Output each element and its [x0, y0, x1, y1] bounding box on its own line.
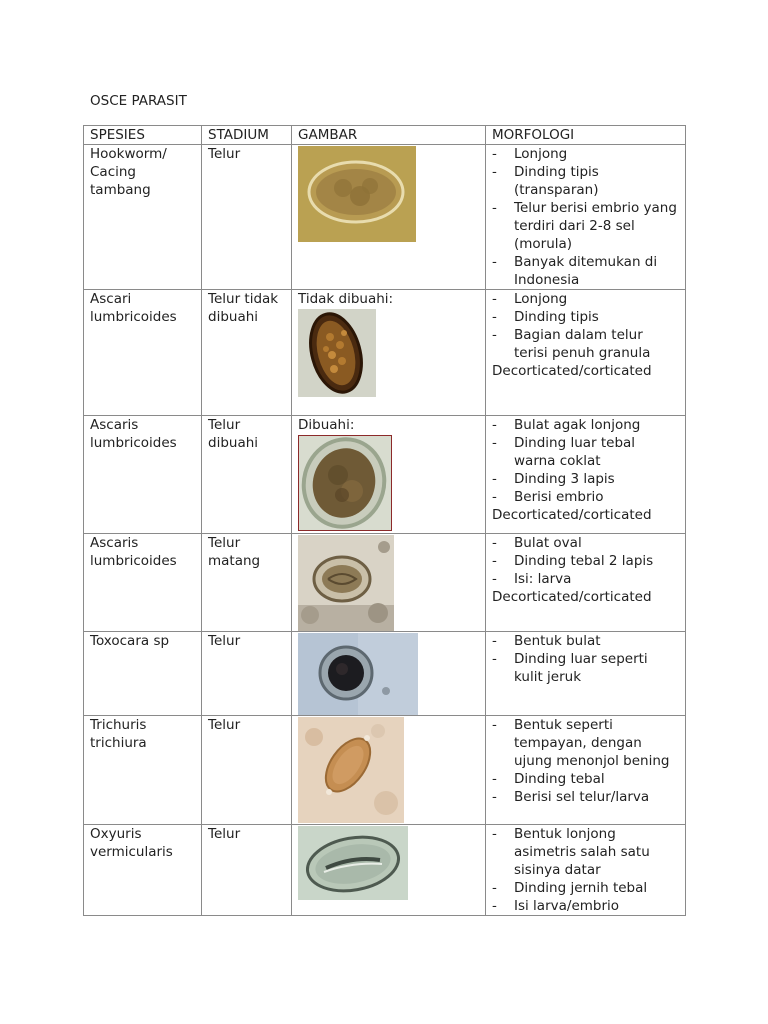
- species-cell: [84, 534, 202, 632]
- morphology-item: - Dinding tebal 2 lapis: [492, 552, 679, 570]
- morphology-cell: [486, 145, 686, 290]
- morphology-item: - Dinding tebal: [492, 770, 679, 788]
- morphology-list: [492, 416, 679, 506]
- stage-line: dibuahi: [208, 309, 259, 325]
- stage-line: Telur: [208, 633, 241, 649]
- species-cell: [84, 416, 202, 534]
- morphology-cell: [486, 825, 686, 916]
- stage-cell: [202, 825, 292, 916]
- stage-line: dibuahi: [208, 435, 259, 451]
- table-row: [84, 716, 686, 825]
- morphology-list: [492, 145, 679, 289]
- image-caption: Tidak dibuahi:: [298, 291, 394, 307]
- stage-line: Telur: [208, 717, 241, 733]
- morphology-item: - Bulat agak lonjong: [492, 416, 679, 434]
- morphology-item: - Isi larva/embrio: [492, 897, 679, 915]
- oxyuris-egg-image: [298, 826, 408, 900]
- morphology-list: [492, 290, 679, 362]
- morphology-item: - Banyak ditemukan di Indonesia: [492, 253, 679, 289]
- morphology-list: [492, 534, 679, 588]
- morphology-item: - Bentuk lonjong asimetris salah satu sisinya datar: [492, 825, 679, 879]
- morphology-item: - Bagian dalam telur terisi penuh granula: [492, 326, 679, 362]
- morphology-list: [492, 825, 679, 915]
- species-cell: [84, 290, 202, 416]
- morphology-item: - Dinding 3 lapis: [492, 470, 679, 488]
- species-cell: [84, 825, 202, 916]
- morphology-item: - Bulat oval: [492, 534, 679, 552]
- stage-cell: [202, 416, 292, 534]
- morphology-cell: [486, 416, 686, 534]
- morphology-item: - Lonjong: [492, 290, 679, 308]
- morphology-list: [492, 632, 679, 686]
- image-cell: [292, 416, 486, 534]
- header-stage: STADIUM: [202, 126, 292, 145]
- header-image: GAMBAR: [292, 126, 486, 145]
- morphology-item: - Dinding luar tebal warna coklat: [492, 434, 679, 470]
- species-line: Cacing: [90, 164, 136, 180]
- species-cell: [84, 716, 202, 825]
- image-cell: [292, 632, 486, 716]
- stage-cell: [202, 632, 292, 716]
- hookworm-egg-image: [298, 146, 416, 242]
- morphology-note: Decorticated/corticated: [492, 589, 652, 605]
- stage-cell: [202, 716, 292, 825]
- species-line: Toxocara sp: [90, 633, 170, 649]
- image-cell: [292, 290, 486, 416]
- morphology-item: - Dinding tipis (transparan): [492, 163, 679, 199]
- morphology-item: - Bentuk bulat: [492, 632, 679, 650]
- morphology-item: - Dinding tipis: [492, 308, 679, 326]
- species-line: vermicularis: [90, 844, 173, 860]
- stage-line: Telur tidak: [208, 291, 279, 307]
- species-line: lumbricoides: [90, 553, 177, 569]
- species-line: Oxyuris: [90, 826, 142, 842]
- morphology-item: - Lonjong: [492, 145, 679, 163]
- species-line: Ascaris: [90, 535, 139, 551]
- stage-line: matang: [208, 553, 261, 569]
- morphology-item: - Telur berisi embrio yang terdiri dari 2-8 sel (morula): [492, 199, 679, 253]
- unfertilized-egg-image: [298, 309, 376, 397]
- morphology-item: - Berisi sel telur/larva: [492, 788, 679, 806]
- image-caption: Dibuahi:: [298, 417, 355, 433]
- table-row: [84, 145, 686, 290]
- morphology-cell: [486, 716, 686, 825]
- morphology-item: - Berisi embrio: [492, 488, 679, 506]
- table-row: [84, 290, 686, 416]
- species-line: lumbricoides: [90, 309, 177, 325]
- morphology-cell: [486, 290, 686, 416]
- morphology-item: - Dinding jernih tebal: [492, 879, 679, 897]
- header-row: [84, 126, 686, 145]
- morphology-item: - Isi: larva: [492, 570, 679, 588]
- morphology-list: [492, 716, 679, 806]
- morphology-cell: [486, 632, 686, 716]
- morphology-note: Decorticated/corticated: [492, 507, 652, 523]
- mature-egg-image: [298, 535, 394, 631]
- species-line: Ascari: [90, 291, 132, 307]
- table-row: [84, 632, 686, 716]
- stage-cell: [202, 290, 292, 416]
- stage-line: Telur: [208, 826, 241, 842]
- species-line: Ascaris: [90, 417, 139, 433]
- species-line: trichiura: [90, 735, 147, 751]
- species-line: tambang: [90, 182, 151, 198]
- morphology-note: Decorticated/corticated: [492, 363, 652, 379]
- document-title: OSCE PARASIT: [90, 93, 187, 109]
- species-cell: [84, 145, 202, 290]
- header-morphology: MORFOLOGI: [486, 126, 686, 145]
- table-row: [84, 534, 686, 632]
- image-cell: [292, 145, 486, 290]
- morphology-item: - Bentuk seperti tempayan, dengan ujung menonjol bening: [492, 716, 679, 770]
- species-line: Hookworm/: [90, 146, 167, 162]
- toxocara-egg-image: [298, 633, 418, 715]
- parasite-table: [83, 125, 686, 916]
- stage-line: Telur: [208, 535, 241, 551]
- stage-line: Telur: [208, 417, 241, 433]
- morphology-cell: [486, 534, 686, 632]
- table-row: [84, 416, 686, 534]
- table-row: [84, 825, 686, 916]
- trichuris-egg-image: [298, 717, 404, 823]
- image-cell: [292, 716, 486, 825]
- fertilized-egg-image: [298, 435, 392, 531]
- header-species: SPESIES: [84, 126, 202, 145]
- stage-cell: [202, 145, 292, 290]
- image-cell: [292, 825, 486, 916]
- stage-line: Telur: [208, 146, 241, 162]
- image-cell: [292, 534, 486, 632]
- morphology-item: - Dinding luar seperti kulit jeruk: [492, 650, 679, 686]
- stage-cell: [202, 534, 292, 632]
- species-line: Trichuris: [90, 717, 147, 733]
- species-cell: [84, 632, 202, 716]
- species-line: lumbricoides: [90, 435, 177, 451]
